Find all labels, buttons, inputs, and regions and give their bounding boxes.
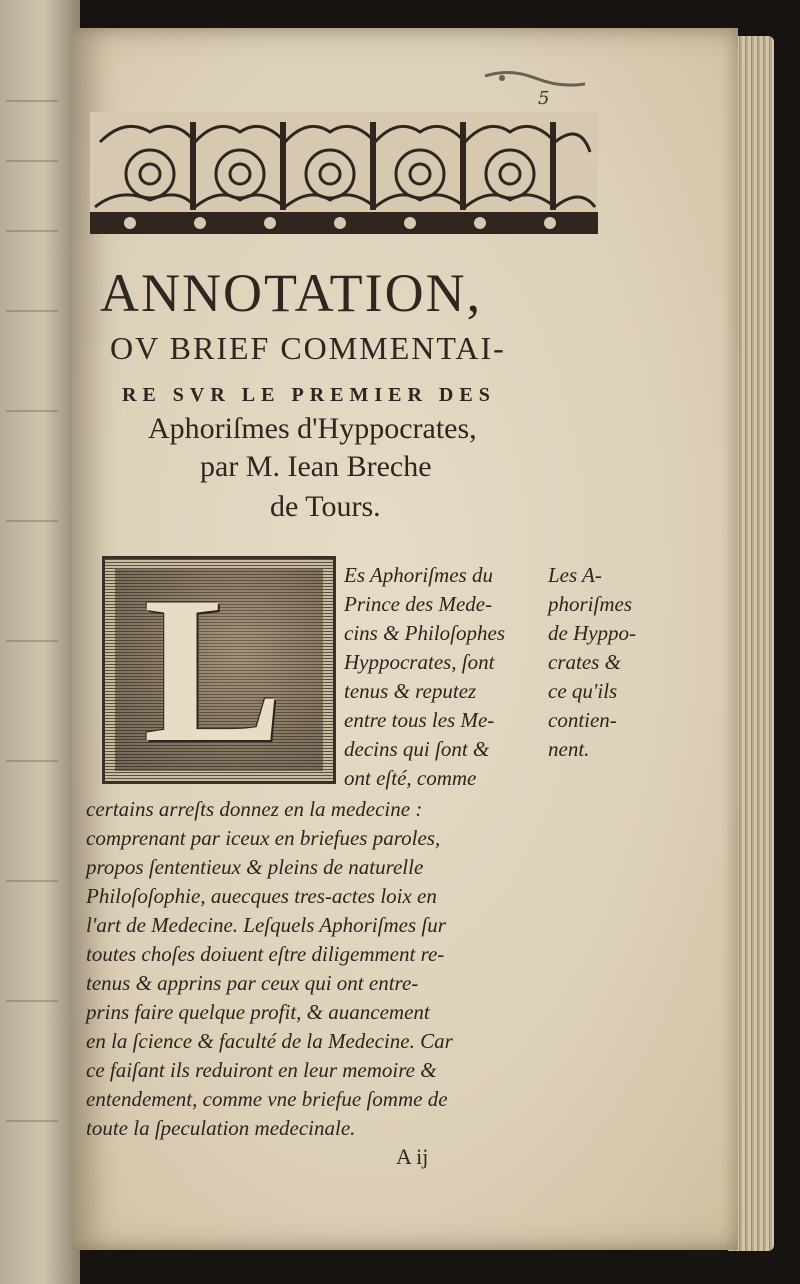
- text-line: Prince des Mede-: [344, 592, 493, 616]
- text-line: ce faiſant ils reduiront en leur memoire &: [86, 1058, 437, 1082]
- facing-page-edge: [0, 0, 80, 1284]
- margin-note-line: ce qu'ils: [548, 679, 618, 703]
- margin-note-line: de Hyppo-: [548, 621, 637, 645]
- signature-mark: A ij: [396, 1144, 429, 1169]
- margin-note-line: Les A-: [548, 563, 602, 587]
- page-number: 5: [538, 88, 550, 109]
- text-line: Hyppocrates, ſont: [344, 650, 495, 674]
- text-line: Philoſoſophie, auecques tres-actes loix en: [86, 884, 437, 908]
- text-line: decins qui ſont &: [344, 737, 490, 761]
- decorated-initial: [102, 556, 336, 784]
- text-line: toutes choſes doiuent eſtre diligemment re-: [86, 942, 445, 966]
- ink-smudge: [480, 58, 590, 98]
- text-line: Es Aphoriſmes du: [344, 563, 493, 587]
- text-line: certains arreſts donnez en la medecine :: [86, 797, 423, 821]
- text-line: entre tous les Me-: [344, 708, 495, 732]
- title-line-1: ANNOTATION,: [100, 263, 483, 323]
- text-line: comprenant par iceux en briefues paroles,: [86, 826, 441, 850]
- margin-note-line: crates &: [548, 650, 621, 674]
- text-line: cins & Philoſophes: [344, 621, 505, 645]
- text-line: tenus & reputez: [344, 679, 477, 703]
- title-line-6: de Tours.: [270, 490, 381, 523]
- decorated-initial-letter: L: [143, 554, 284, 786]
- text-line: toute la ſpeculation medecinale.: [86, 1116, 356, 1140]
- text-line: ont eſté, comme: [344, 766, 477, 790]
- title-line-3: RE SVR LE PREMIER DES: [122, 384, 496, 406]
- text-line: tenus & apprins par ceux qui ont entre-: [86, 971, 419, 995]
- text-line: en la ſcience & faculté de la Medecine. Car: [86, 1029, 453, 1053]
- margin-note-line: phoriſmes: [548, 592, 632, 616]
- title-line-5: par M. Iean Breche: [200, 450, 432, 483]
- text-line: l'art de Medecine. Leſquels Aphoriſmes ſur: [86, 913, 446, 937]
- title-line-4: Aphoriſmes d'Hyppocrates,: [148, 412, 477, 445]
- text-line: prins faire quelque profit, & auancement: [86, 1000, 430, 1024]
- text-line: entendement, comme vne briefue ſomme de: [86, 1087, 448, 1111]
- title-line-2: OV BRIEF COMMENTAI-: [110, 330, 506, 366]
- margin-note-line: contien-: [548, 708, 617, 732]
- floral-headpiece-ornament: [90, 112, 598, 234]
- margin-note-line: nent.: [548, 737, 590, 761]
- text-line: propos ſententieux & pleins de naturelle: [86, 855, 424, 879]
